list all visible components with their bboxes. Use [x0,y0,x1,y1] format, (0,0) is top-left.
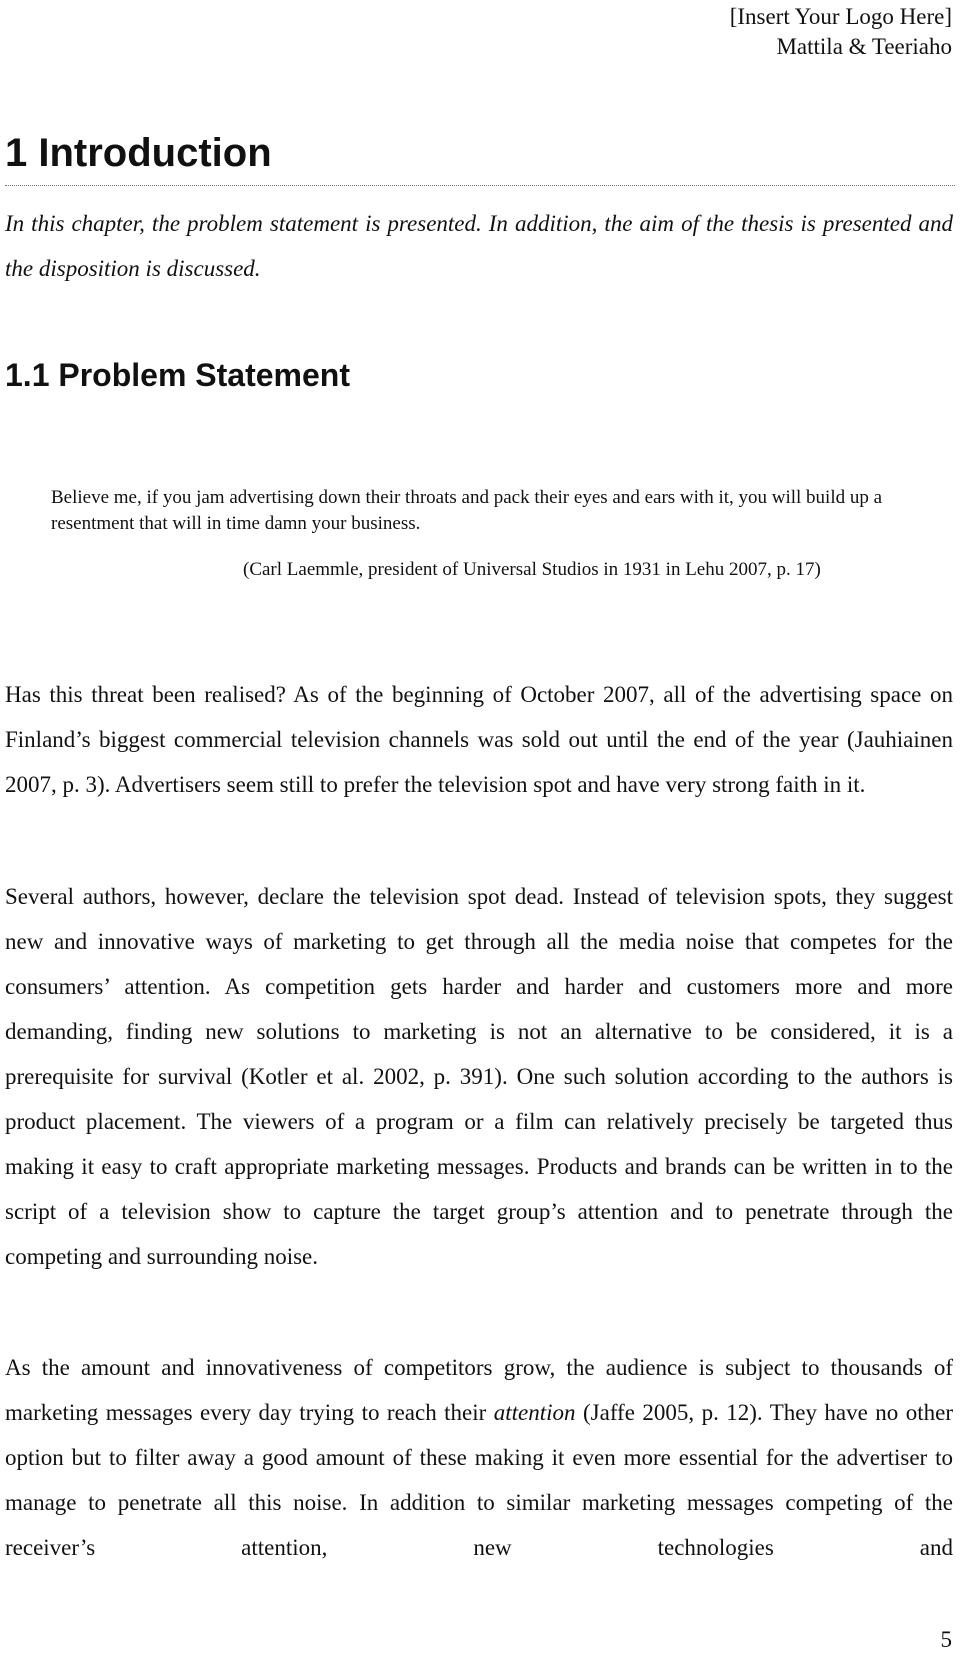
section-title: 1.1 Problem Statement [5,357,350,393]
paragraph-3-text-end: (Jaffe 2005, p. 12). They have no other option but to filter away a good amount of these making it even more essential for the advertiser to manage to penetrate all this noise. In addition to similar marketing messages competing of the receiver’s attention, new technologies and [5,1400,953,1560]
epigraph-quote: Believe me, if you jam advertising down their throats and pack their eyes and ears with it, you will build up a resentment that will in time damn your business. [51,487,883,534]
body-paragraph-3 [5,1345,953,1570]
chapter-divider [5,185,955,186]
chapter-intro: In this chapter, the problem statement is presented. In addition, the aim of the thesis is presented and the disposition is discussed. [5,211,953,281]
chapter-title: 1 Introduction [5,131,272,175]
header-authors: Mattila & Teeriaho [776,34,952,59]
body-paragraph-2: Several authors, however, declare the television spot dead. Instead of television spots, they suggest new and innovative ways of marketing to get through all the media noise that competes for the consumers’ attention. As competition gets harder and harder and customers more and more demanding, finding new solutions to marketing is not an alternative to be considered, it is a prerequisite for survival (Kotler et al. 2002, p. 391). One such solution according to the authors is product placement. The viewers of a program or a film can relatively precisely be targeted thus making it easy to craft appropriate marketing messages. Products and brands can be written in to the script of a television show to capture the target group’s attention and to penetrate through the competing and surrounding noise. [5,884,953,1269]
paragraph-3-text-start: As the amount and innovativeness of competitors grow, the audience is subject to thousands of marketing messages every day trying to reach their [5,1355,953,1425]
paragraph-3-emphasis: attention [493,1400,576,1425]
page-header [730,2,952,62]
epigraph-attribution: (Carl Laemmle, president of Universal Studios in 1931 in Lehu 2007, p. 17) [243,559,821,580]
logo-placeholder: [Insert Your Logo Here] [729,4,952,29]
body-paragraph-1: Has this threat been realised? As of the beginning of October 2007, all of the advertising space on Finland’s biggest commercial television channels was sold out until the end of the year (Jauhiainen 2007, p. 3). Advertisers seem still to prefer the television spot and have very strong faith in it. [5,682,953,797]
page-number: 5 [940,1627,952,1652]
